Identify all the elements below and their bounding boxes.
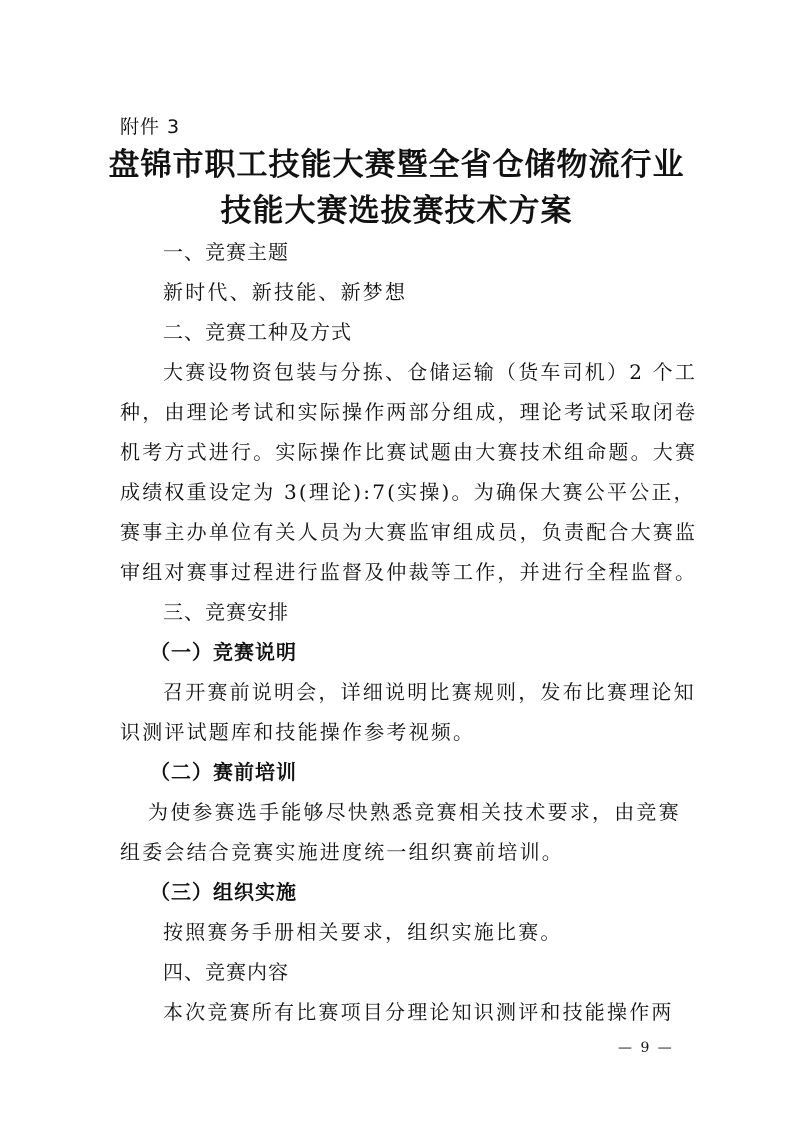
section-1-heading: 一、竞赛主题	[163, 240, 289, 264]
subsection-3-text: 按照赛务手册相关要求，组织实施比赛。	[163, 920, 563, 944]
section-4-text: 本次竞赛所有比赛项目分理论知识测评和技能操作两	[163, 1000, 674, 1024]
section-2-line-6: 审组对赛事过程进行监督及仲裁等工作，并进行全程监督。	[120, 560, 698, 584]
document-title-line-1: 盘锦市职工技能大赛暨全省仓储物流行业	[108, 147, 685, 183]
section-2-line-2: 种，由理论考试和实际操作两部分组成，理论考试采取闭卷	[120, 400, 698, 424]
subsection-1-heading: （一）竞赛说明	[150, 640, 297, 664]
subsection-2-line-2: 组委会结合竞赛实施进度统一组织赛前培训。	[120, 840, 564, 864]
subsection-2-heading: （二）赛前培训	[150, 760, 297, 784]
page-number: — 9 —	[618, 1040, 674, 1056]
section-2-line-5: 赛事主办单位有关人员为大赛监审组成员，负责配合大赛监	[120, 520, 698, 544]
section-1-text: 新时代、新技能、新梦想	[163, 280, 408, 304]
document-title-line-2: 技能大赛选拔赛技术方案	[220, 193, 573, 229]
subsection-1-line-2: 识测评试题库和技能操作参考视频。	[120, 720, 476, 744]
section-2-line-1: 大赛设物资包装与分拣、仓储运输（货车司机）2 个工	[163, 360, 698, 384]
section-2-line-4: 成绩权重设定为 3(理论):7(实操)。为确保大赛公平公正，	[120, 480, 696, 504]
section-3-heading: 三、竞赛安排	[163, 600, 289, 624]
section-2-line-3: 机考方式进行。实际操作比赛试题由大赛技术组命题。大赛	[120, 440, 698, 464]
section-2-heading: 二、竞赛工种及方式	[163, 320, 352, 344]
section-4-heading: 四、竞赛内容	[163, 960, 289, 984]
subsection-3-heading: （三）组织实施	[150, 880, 297, 904]
subsection-1-line-1: 召开赛前说明会，详细说明比赛规则，发布比赛理论知	[163, 680, 696, 704]
subsection-2-line-1: 为使参赛选手能够尽快熟悉竞赛相关技术要求，由竞赛	[148, 800, 681, 824]
attachment-label: 附件 3	[120, 116, 181, 138]
